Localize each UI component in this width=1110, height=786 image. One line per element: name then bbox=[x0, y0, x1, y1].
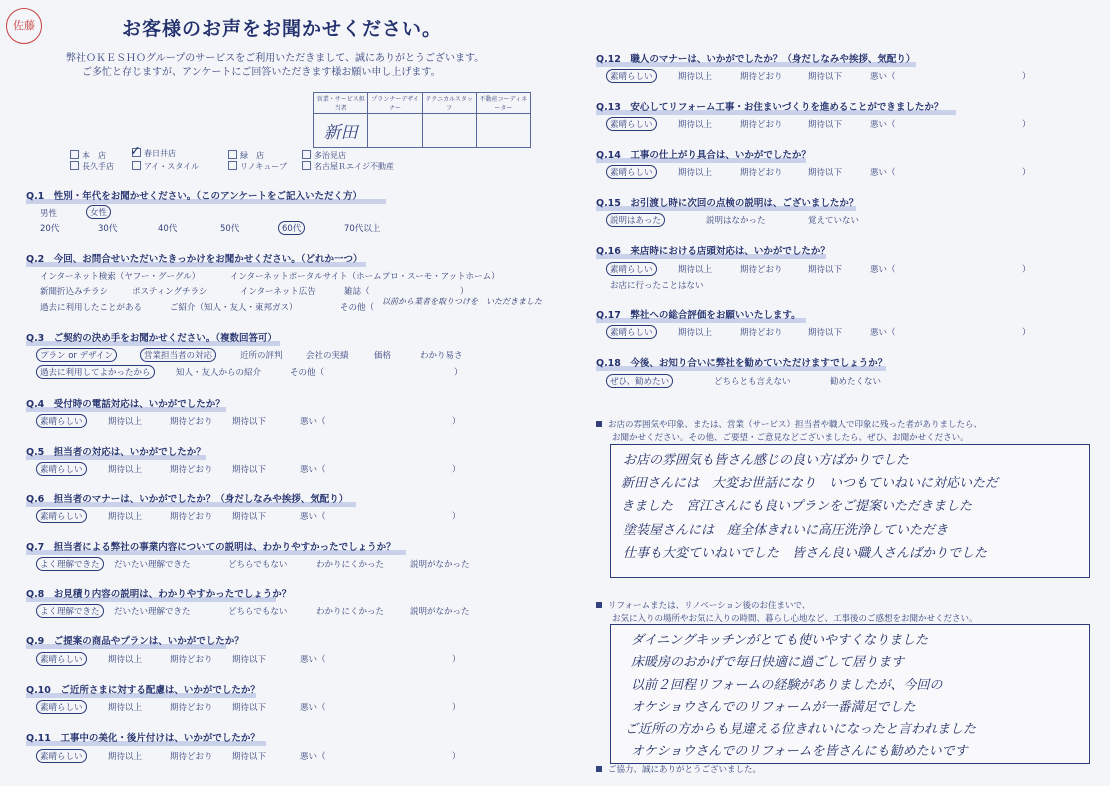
q7-options bbox=[40, 558, 480, 570]
q7-neutral[interactable]: どちらでもない bbox=[228, 560, 288, 570]
q15-title: Q.15 お引渡し時に次回の点検の説明は、ございましたか？ bbox=[596, 198, 859, 209]
q4-excellent[interactable]: 素晴らしい bbox=[36, 414, 87, 428]
q2-newspaper-flyer[interactable]: 新聞折込みチラシ bbox=[40, 287, 109, 297]
q7-title: Q.7 担当者による弊社の事業内容についての説明は、わかりやすかったでしょうか？ bbox=[26, 539, 396, 553]
q13-bad[interactable]: 悪い（ bbox=[870, 120, 896, 130]
q12-title: Q.12 職人のマナーは、いかがでしたか？（身だしなみや挨拶、気配り） bbox=[596, 54, 916, 65]
q9-bad-close: ） bbox=[452, 655, 461, 665]
store-list bbox=[70, 150, 450, 174]
q2-posting-flyer[interactable]: ポスティングチラシ bbox=[132, 287, 208, 297]
q16-excellent[interactable]: 素晴らしい bbox=[606, 262, 657, 276]
q15-dont-remember[interactable]: 覚えていない bbox=[808, 216, 860, 226]
q8-title: Q.8 お見積り内容の説明は、わかりやすかったでしょうか？ bbox=[26, 589, 292, 600]
store-istyle[interactable]: アイ・スタイル bbox=[132, 161, 199, 172]
q12-as-expected[interactable]: 期待どおり bbox=[740, 72, 783, 82]
store-nagakute[interactable]: 長久手店 bbox=[70, 161, 114, 172]
q2-row-2 bbox=[40, 285, 540, 297]
page-title: お客様のお声をお聞かせください。 bbox=[122, 18, 443, 40]
q17-as-expected[interactable]: 期待どおり bbox=[740, 328, 783, 338]
q2-past-use[interactable]: 過去に利用したことがある bbox=[40, 303, 143, 313]
q17-above[interactable]: 期待以上 bbox=[678, 328, 713, 338]
comment2-label bbox=[596, 600, 1076, 626]
q13-options bbox=[610, 118, 1040, 130]
q2-magazine-close: ） bbox=[460, 287, 469, 297]
q15-explained[interactable]: 説明はあった bbox=[606, 213, 665, 227]
q2-internet-search[interactable]: インターネット検索（ヤフー・グーグル） bbox=[40, 272, 201, 282]
comment2-line-1: ダイニングキッチンがとても使いやすくなりました bbox=[631, 633, 929, 648]
q4-options bbox=[40, 415, 460, 427]
q13-as-expected[interactable]: 期待どおり bbox=[740, 120, 783, 130]
q3-friend-referral[interactable]: 知人・友人からの紹介 bbox=[176, 368, 262, 378]
q14-as-expected[interactable]: 期待どおり bbox=[740, 168, 783, 178]
q17-options bbox=[610, 326, 1040, 338]
q17-bad[interactable]: 悪い（ bbox=[870, 328, 896, 338]
q11-title: Q.11 工事中の美化・後片付けは、いかがでしたか？ bbox=[26, 730, 260, 744]
q10-excellent[interactable]: 素晴らしい bbox=[36, 700, 87, 714]
q18-options bbox=[610, 375, 1040, 387]
q13-excellent[interactable]: 素晴らしい bbox=[606, 117, 657, 131]
comment2-box[interactable] bbox=[610, 624, 1090, 764]
q16-options bbox=[610, 263, 1040, 275]
q12-excellent[interactable]: 素晴らしい bbox=[606, 69, 657, 83]
q5-options bbox=[40, 463, 460, 475]
staff-header-technical: テクニカルスタッフ bbox=[422, 93, 476, 114]
q9-options bbox=[40, 653, 460, 665]
q9-bad[interactable]: 悪い（ bbox=[300, 655, 326, 665]
q3-row-2 bbox=[40, 366, 520, 378]
comment2-line-4: オケショウさんでのリフォームが一番満足でした bbox=[631, 700, 916, 715]
comment1-label bbox=[596, 419, 1076, 445]
q16-above[interactable]: 期待以上 bbox=[678, 265, 713, 275]
q3-sales-response[interactable]: 営業担当者の対応 bbox=[140, 348, 216, 362]
q1-age-20s[interactable]: 20代 bbox=[40, 224, 60, 234]
staff-planner-cell bbox=[368, 114, 422, 148]
q3-reputation[interactable]: 近所の評判 bbox=[240, 351, 283, 361]
q1-age-50s[interactable]: 50代 bbox=[220, 224, 240, 234]
q6-above[interactable]: 期待以上 bbox=[108, 512, 143, 522]
q11-below[interactable]: 期待以下 bbox=[232, 752, 267, 762]
staff-realestate-cell bbox=[476, 114, 530, 148]
q12-bad-close: ） bbox=[1022, 72, 1031, 82]
q7-no-explanation[interactable]: 説明がなかった bbox=[410, 560, 470, 570]
store-nagoya-r-age[interactable]: 名古屋Ｒエイジ不動産 bbox=[302, 161, 394, 172]
q3-clarity[interactable]: わかり易さ bbox=[420, 351, 463, 361]
q15-options bbox=[610, 214, 1040, 226]
q2-other-handwritten: 以前から業者を取りつけを いただきました bbox=[382, 297, 542, 306]
store-midori[interactable]: 緑 店 bbox=[228, 150, 264, 161]
q2-magazine[interactable]: 雑誌（ bbox=[344, 287, 370, 297]
q11-as-expected[interactable]: 期待どおり bbox=[170, 752, 213, 762]
q3-row-1 bbox=[40, 349, 520, 361]
q9-below[interactable]: 期待以下 bbox=[232, 655, 267, 665]
q7-understood-well[interactable]: よく理解できた bbox=[36, 557, 104, 571]
q6-bad[interactable]: 悪い（ bbox=[300, 512, 326, 522]
q2-internet-ad[interactable]: インターネット広告 bbox=[240, 287, 316, 297]
q3-title: Q.3 ご契約の決め手をお聞かせください。（複数回答可） bbox=[26, 330, 277, 344]
q2-other[interactable]: その他（ bbox=[340, 303, 375, 313]
q3-past-good[interactable]: 過去に利用してよかったから bbox=[36, 365, 155, 379]
q12-above[interactable]: 期待以上 bbox=[678, 72, 713, 82]
q3-other[interactable]: その他（ bbox=[290, 368, 325, 378]
q14-below[interactable]: 期待以下 bbox=[808, 168, 843, 178]
comment1-box[interactable] bbox=[610, 444, 1090, 578]
q18-neutral[interactable]: どちらとも言えない bbox=[714, 377, 791, 387]
q2-row-1 bbox=[40, 270, 540, 282]
q8-neutral[interactable]: どちらでもない bbox=[228, 607, 288, 617]
q17-excellent[interactable]: 素晴らしい bbox=[606, 325, 657, 339]
comment1-label-line1: お店の雰囲気や印象、または、営業（サービス）担当者や職人で印象に残った者がありましたら、 bbox=[596, 419, 1076, 432]
q8-no-explanation[interactable]: 説明がなかった bbox=[410, 607, 470, 617]
comment1-line-4: 塗装屋さんには 庭全体きれいに高圧洗浄していただき bbox=[623, 523, 949, 538]
q6-excellent[interactable]: 素晴らしい bbox=[36, 509, 87, 523]
staff-header-sales: 営業・サービス担当者 bbox=[314, 93, 368, 114]
q13-above[interactable]: 期待以上 bbox=[678, 120, 713, 130]
q14-excellent[interactable]: 素晴らしい bbox=[606, 165, 657, 179]
q6-options bbox=[40, 510, 460, 522]
staff-stamp: 佐藤 bbox=[6, 8, 42, 44]
q16-bad-close: ） bbox=[1022, 265, 1031, 275]
q11-excellent[interactable]: 素晴らしい bbox=[36, 749, 87, 763]
store-tajimi[interactable]: 多治見店 bbox=[302, 150, 346, 161]
q15-not-explained[interactable]: 説明はなかった bbox=[706, 216, 766, 226]
q2-referral[interactable]: ご紹介（知人・友人・東邦ガス） bbox=[170, 303, 298, 313]
q18-title: Q.18 今後、お知り合いに弊社を勧めていただけますでしょうか？ bbox=[596, 358, 888, 369]
comment1-line-1: お店の雰囲気も皆さん感じの良い方ばかりでした bbox=[623, 453, 910, 468]
q1-age-30s[interactable]: 30代 bbox=[98, 224, 118, 234]
intro-line-2: ご多忙と存じますが、アンケートにご回答いただきます様お願い申し上げます。 bbox=[82, 67, 441, 78]
comment2-line-6: オケショウさんでのリフォームを皆さんにも勧めたいです bbox=[631, 744, 968, 759]
q12-below[interactable]: 期待以下 bbox=[808, 72, 843, 82]
q1-age-70s[interactable]: 70代以上 bbox=[344, 224, 381, 234]
intro-text bbox=[66, 52, 484, 80]
q13-below[interactable]: 期待以下 bbox=[808, 120, 843, 130]
q12-options bbox=[610, 70, 1040, 82]
comment2-line-5: ご近所の方からも見違える位きれいになったと言われました bbox=[625, 722, 977, 737]
q5-bad-close: ） bbox=[452, 465, 461, 475]
comment1-label-line2: お聞かせください。その他、ご要望・ご意見などございましたら、ぜひ、お聞かせください。 bbox=[612, 433, 969, 443]
q10-title: Q.10 ご近所さまに対する配慮は、いかがでしたか？ bbox=[26, 685, 260, 696]
q14-above[interactable]: 期待以上 bbox=[678, 168, 713, 178]
q1-female[interactable]: 女性 bbox=[86, 205, 111, 219]
q14-title: Q.14 工事の仕上がり具合は、いかがでしたか？ bbox=[596, 150, 811, 161]
q17-bad-close: ） bbox=[1022, 328, 1031, 338]
comment2-line-3: 以前２回程リフォームの経験がありましたが、今回の bbox=[631, 678, 943, 693]
q10-bad[interactable]: 悪い（ bbox=[300, 703, 326, 713]
q1-age-60s[interactable]: 60代 bbox=[278, 221, 305, 235]
q6-title: Q.6 担当者のマナーは、いかがでしたか？（身だしなみや挨拶、気配り） bbox=[26, 491, 348, 505]
q6-as-expected[interactable]: 期待どおり bbox=[170, 512, 213, 522]
staff-table bbox=[313, 92, 531, 148]
q11-above[interactable]: 期待以上 bbox=[108, 752, 143, 762]
q4-title: Q.4 受付時の電話対応は、いかがでしたか？ bbox=[26, 399, 225, 410]
comment1-line-2: 新田さんには 大変お世話になり いつもていねいに対応いただ bbox=[621, 476, 999, 491]
q8-options bbox=[40, 605, 480, 617]
q1-male[interactable]: 男性 bbox=[40, 209, 58, 219]
comment2-label-line1: リフォームまたは、リノベーション後のお住まいで、 bbox=[596, 600, 1076, 613]
q4-above[interactable]: 期待以上 bbox=[108, 417, 143, 427]
check-mark-icon: ✓ bbox=[130, 144, 141, 159]
q3-company-record[interactable]: 会社の実績 bbox=[306, 351, 349, 361]
staff-sales-name: 新田 bbox=[314, 114, 368, 148]
q5-as-expected[interactable]: 期待どおり bbox=[170, 465, 213, 475]
q8-understood-well[interactable]: よく理解できた bbox=[36, 604, 104, 618]
q13-bad-close: ） bbox=[1022, 120, 1031, 130]
store-honten[interactable]: 本 店 bbox=[70, 150, 106, 161]
q7-hard[interactable]: わかりにくかった bbox=[316, 560, 385, 570]
q16-as-expected[interactable]: 期待どおり bbox=[740, 265, 783, 275]
q9-title: Q.9 ご提案の商品やプランは、いかがでしたか？ bbox=[26, 636, 244, 647]
footer-thanks: ご協力、誠にありがとうございました。 bbox=[596, 764, 761, 777]
q16-never-visited[interactable]: お店に行ったことはない bbox=[610, 281, 704, 291]
q4-bad[interactable]: 悪い（ bbox=[300, 417, 326, 427]
q4-below[interactable]: 期待以下 bbox=[232, 417, 267, 427]
q16-bad[interactable]: 悪い（ bbox=[870, 265, 896, 275]
staff-header-realestate: 不動産コーディネーター bbox=[476, 93, 530, 114]
staff-technical-cell bbox=[422, 114, 476, 148]
comment2-line-2: 床暖房のおかげで毎日快適に過ごして居ります bbox=[631, 655, 905, 670]
q4-as-expected[interactable]: 期待どおり bbox=[170, 417, 213, 427]
q10-options bbox=[40, 701, 460, 713]
q11-options bbox=[40, 750, 460, 762]
q2-title: Q.2 今回、お問合せいただいたきっかけをお聞かせください。（どれか一つ） bbox=[26, 251, 363, 265]
q1-title: Q.1 性別・年代をお聞かせください。（このアンケートをご記入いただく方） bbox=[26, 188, 362, 202]
q7-mostly-understood[interactable]: だいたい理解できた bbox=[114, 560, 191, 570]
q10-above[interactable]: 期待以上 bbox=[108, 703, 143, 713]
q14-bad-close: ） bbox=[1022, 168, 1031, 178]
q5-excellent[interactable]: 素晴らしい bbox=[36, 462, 87, 476]
q9-as-expected[interactable]: 期待どおり bbox=[170, 655, 213, 665]
q5-bad[interactable]: 悪い（ bbox=[300, 465, 326, 475]
q1-gender-row bbox=[40, 207, 340, 219]
q18-not-recommend[interactable]: 勧めたくない bbox=[830, 377, 882, 387]
comment2-label-line2: お気に入りの場所やお気に入りの時間、暮らし心地など、工事後のご感想をお聞かせください。 bbox=[612, 614, 978, 624]
intro-line-1: 弊社ＯＫＥＳＨＯグループのサービスをご利用いただきまして、誠にありがとうございます。 bbox=[66, 53, 485, 64]
q10-bad-close: ） bbox=[452, 703, 461, 713]
q12-bad[interactable]: 悪い（ bbox=[870, 72, 896, 82]
q10-below[interactable]: 期待以下 bbox=[232, 703, 267, 713]
q8-mostly-understood[interactable]: だいたい理解できた bbox=[114, 607, 191, 617]
q1-age-row bbox=[40, 222, 420, 234]
q16-below[interactable]: 期待以下 bbox=[808, 265, 843, 275]
q2-portal-site[interactable]: インターネットポータルサイト（ホームプロ・スーモ・アットホーム） bbox=[230, 272, 500, 282]
store-kasugai[interactable]: 春日井店 bbox=[132, 148, 176, 159]
q17-below[interactable]: 期待以下 bbox=[808, 328, 843, 338]
q13-title: Q.13 安心してリフォーム工事・お住まいづくりを進めることができましたか？ bbox=[596, 99, 943, 113]
q10-as-expected[interactable]: 期待どおり bbox=[170, 703, 213, 713]
q16-title: Q.16 来店時における店頭対応は、いかがでしたか？ bbox=[596, 246, 830, 257]
q11-bad[interactable]: 悪い（ bbox=[300, 752, 326, 762]
staff-header-planner: プランナーデザイナー bbox=[368, 93, 422, 114]
q8-hard[interactable]: わかりにくかった bbox=[316, 607, 385, 617]
q6-bad-close: ） bbox=[452, 512, 461, 522]
comment1-line-3: きました 宮江さんにも良いプランをご提案いただきました bbox=[621, 499, 973, 514]
q3-plan-design[interactable]: プラン or デザイン bbox=[36, 348, 117, 362]
q1-age-40s[interactable]: 40代 bbox=[158, 224, 178, 234]
q3-other-close: ） bbox=[454, 368, 463, 378]
q9-excellent[interactable]: 素晴らしい bbox=[36, 652, 87, 666]
q4-bad-close: ） bbox=[452, 417, 461, 427]
q5-above[interactable]: 期待以上 bbox=[108, 465, 143, 475]
q5-title: Q.5 担当者の対応は、いかがでしたか？ bbox=[26, 447, 206, 458]
store-renocube[interactable]: リノキューブ bbox=[228, 161, 287, 172]
q5-below[interactable]: 期待以下 bbox=[232, 465, 267, 475]
q14-options bbox=[610, 166, 1040, 178]
q17-title: Q.17 弊社への総合評価をお願いいたします。 bbox=[596, 307, 801, 321]
q6-below[interactable]: 期待以下 bbox=[232, 512, 267, 522]
comment1-line-5: 仕事も大変ていねいでした 皆さん良い職人さんばかりでした bbox=[623, 546, 988, 561]
q11-bad-close: ） bbox=[452, 752, 461, 762]
q9-above[interactable]: 期待以上 bbox=[108, 655, 143, 665]
q18-recommend[interactable]: ぜひ、勧めたい bbox=[606, 374, 673, 388]
q3-price[interactable]: 価格 bbox=[374, 351, 392, 361]
q14-bad[interactable]: 悪い（ bbox=[870, 168, 896, 178]
